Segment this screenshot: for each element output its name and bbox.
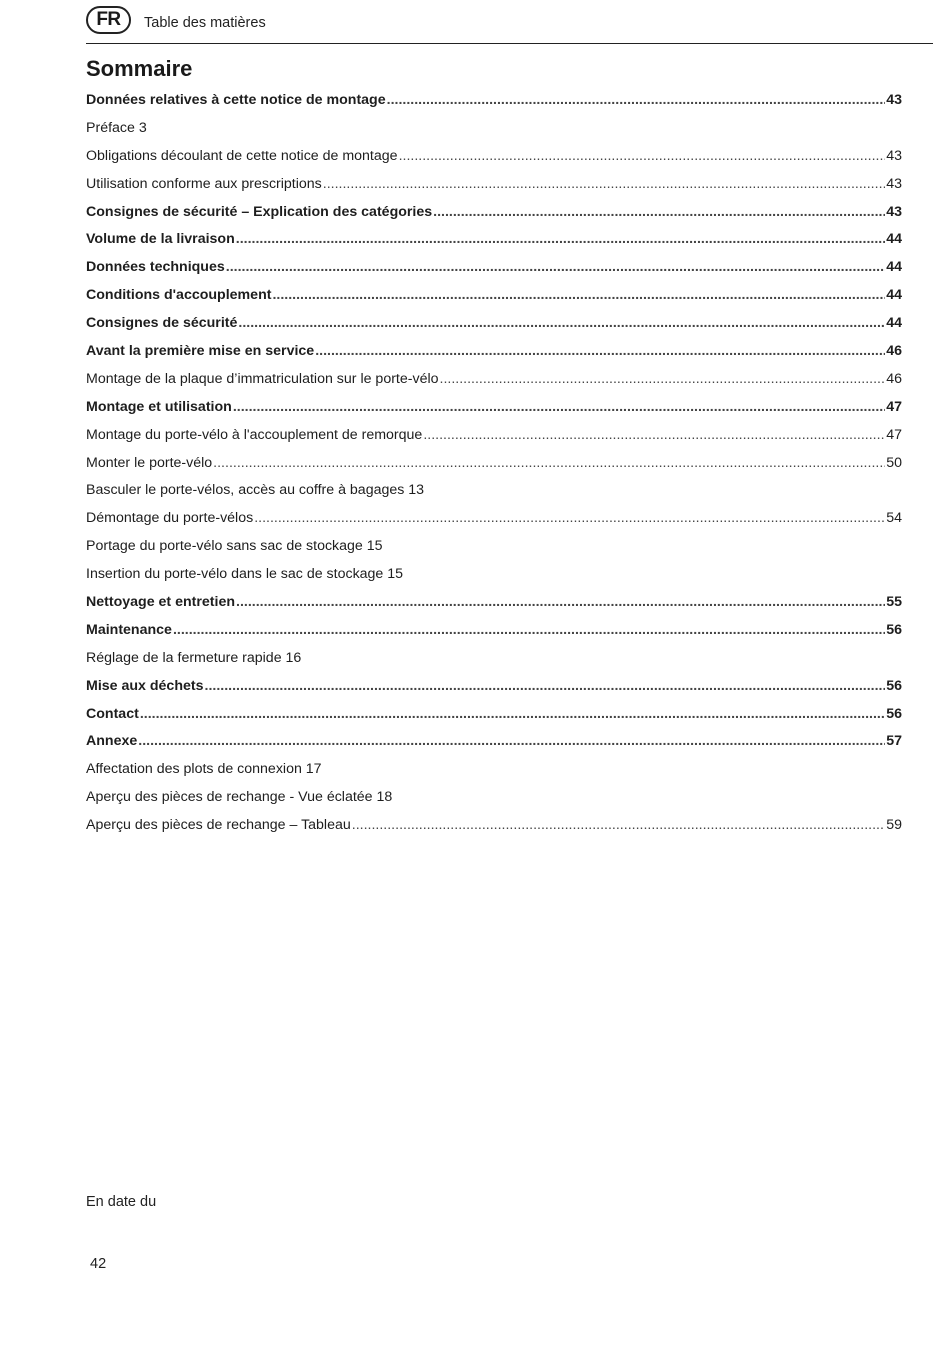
toc-entry-page: 43 [886, 203, 902, 220]
toc-dot-leader [440, 371, 886, 387]
toc-entry-page: 44 [886, 287, 902, 304]
toc-entry[interactable] [86, 309, 902, 337]
toc-entry[interactable] [86, 393, 902, 421]
toc-entry[interactable] [86, 365, 902, 393]
toc-entry[interactable] [86, 504, 902, 532]
toc-entry[interactable] [86, 421, 902, 449]
toc-entry-page: 47 [886, 426, 902, 443]
toc-entry[interactable] [86, 616, 902, 644]
toc-entry-title: Obligations découlant de cette notice de montage [86, 147, 398, 164]
toc-dot-leader [226, 259, 885, 275]
toc-dot-leader [315, 343, 885, 359]
toc-entry-title: Insertion du porte-vélo dans le sac de stockage 15 [86, 566, 404, 583]
toc-entry[interactable] [86, 114, 902, 142]
toc-entry[interactable] [86, 644, 902, 672]
toc-entry-page: 54 [886, 510, 902, 527]
toc-entry[interactable] [86, 281, 902, 309]
toc-dot-leader [213, 455, 885, 471]
toc-dot-leader [236, 594, 885, 610]
toc-dot-leader [254, 510, 885, 526]
toc-entry[interactable] [86, 532, 902, 560]
toc-entry-title: Montage et utilisation [86, 398, 232, 415]
toc-entry-page: 47 [886, 398, 902, 415]
toc-entry-title: Préface 3 [86, 119, 147, 136]
toc-entry-title: Démontage du porte-vélos [86, 510, 254, 527]
toc-entry-title: Mise aux déchets [86, 677, 204, 694]
toc-dot-leader [423, 427, 885, 443]
toc-entry[interactable] [86, 811, 902, 839]
toc-entry[interactable] [86, 783, 902, 811]
toc-entry-title: Volume de la livraison [86, 231, 235, 248]
toc-entry-page: 56 [886, 621, 902, 638]
toc-entry-page: 43 [886, 175, 902, 192]
toc-entry[interactable] [86, 170, 902, 198]
toc-entry[interactable] [86, 225, 902, 253]
toc-entry-title: Maintenance [86, 621, 172, 638]
toc-entry-title: Données relatives à cette notice de montage [86, 91, 386, 108]
toc-entry-page: 44 [886, 259, 902, 276]
toc-dot-leader [387, 92, 886, 108]
toc-entry-title: Aperçu des pièces de rechange – Tableau [86, 817, 351, 834]
toc-entry[interactable] [86, 198, 902, 226]
toc-entry-page: 46 [886, 370, 902, 387]
toc-dot-leader [205, 678, 886, 694]
toc-entry-title: Affectation des plots de connexion 17 [86, 761, 322, 778]
toc-entry-title: Aperçu des pièces de rechange - Vue éclatée 18 [86, 789, 393, 806]
toc-dot-leader [433, 204, 885, 220]
toc-entry[interactable] [86, 755, 902, 783]
toc-entry[interactable] [86, 727, 902, 755]
toc-entry-page: 44 [886, 315, 902, 332]
toc-entry-title: Portage du porte-vélo sans sac de stockage 15 [86, 538, 383, 555]
toc-entry-title: Conditions d'accouplement [86, 287, 272, 304]
toc-dot-leader [272, 287, 885, 303]
toc-entry[interactable] [86, 253, 902, 281]
toc-entry[interactable] [86, 449, 902, 477]
toc-entry-title: Monter le porte-vélo [86, 454, 213, 471]
toc-dot-leader [352, 817, 885, 833]
toc-entry[interactable] [86, 86, 902, 114]
toc-entry-title: Utilisation conforme aux prescriptions [86, 175, 322, 192]
page-title: Sommaire [86, 56, 193, 81]
toc-dot-leader [399, 148, 886, 164]
toc-entry-title: Montage du porte-vélo à l'accouplement de remorque [86, 426, 423, 443]
toc-entry[interactable] [86, 672, 902, 700]
toc-entry-title: Données techniques [86, 259, 225, 276]
toc-entry-page: 44 [886, 231, 902, 248]
toc-dot-leader [238, 315, 885, 331]
toc-entry[interactable] [86, 588, 902, 616]
toc-dot-leader [233, 399, 885, 415]
toc-entry-title: Consignes de sécurité – Explication des catégories [86, 203, 433, 220]
toc-entry-page: 50 [886, 454, 902, 471]
language-badge: FR [86, 6, 131, 34]
toc-entry-title: Avant la première mise en service [86, 342, 315, 359]
page-number: 42 [90, 1256, 107, 1272]
toc-entry-page: 56 [886, 677, 902, 694]
toc-entry-title: Contact [86, 705, 139, 722]
table-of-contents [86, 86, 902, 839]
toc-entry-page: 46 [886, 342, 902, 359]
toc-entry[interactable] [86, 476, 902, 504]
page-header [86, 6, 933, 44]
toc-entry-page: 56 [886, 705, 902, 722]
date-line: En date du [86, 1194, 157, 1210]
toc-entry-title: Réglage de la fermeture rapide 16 [86, 649, 302, 666]
toc-dot-leader [173, 622, 885, 638]
toc-dot-leader [236, 231, 885, 247]
toc-entry-page: 43 [886, 91, 902, 108]
toc-entry[interactable] [86, 560, 902, 588]
toc-entry-title: Consignes de sécurité [86, 315, 238, 332]
toc-entry-page: 59 [886, 817, 902, 834]
toc-entry-page: 55 [886, 593, 902, 610]
toc-dot-leader [138, 733, 885, 749]
toc-dot-leader [323, 176, 885, 192]
toc-entry-title: Basculer le porte-vélos, accès au coffre à bagages 13 [86, 482, 425, 499]
toc-entry[interactable] [86, 700, 902, 728]
toc-entry-page: 57 [886, 733, 902, 750]
toc-entry-title: Nettoyage et entretien [86, 593, 236, 610]
toc-entry[interactable] [86, 142, 902, 170]
toc-entry-title: Annexe [86, 733, 138, 750]
toc-entry-title: Montage de la plaque d’immatriculation sur le porte-vélo [86, 370, 439, 387]
toc-entry-page: 43 [886, 147, 902, 164]
toc-dot-leader [140, 706, 885, 722]
header-title: Table des matières [144, 15, 266, 31]
toc-entry[interactable] [86, 337, 902, 365]
